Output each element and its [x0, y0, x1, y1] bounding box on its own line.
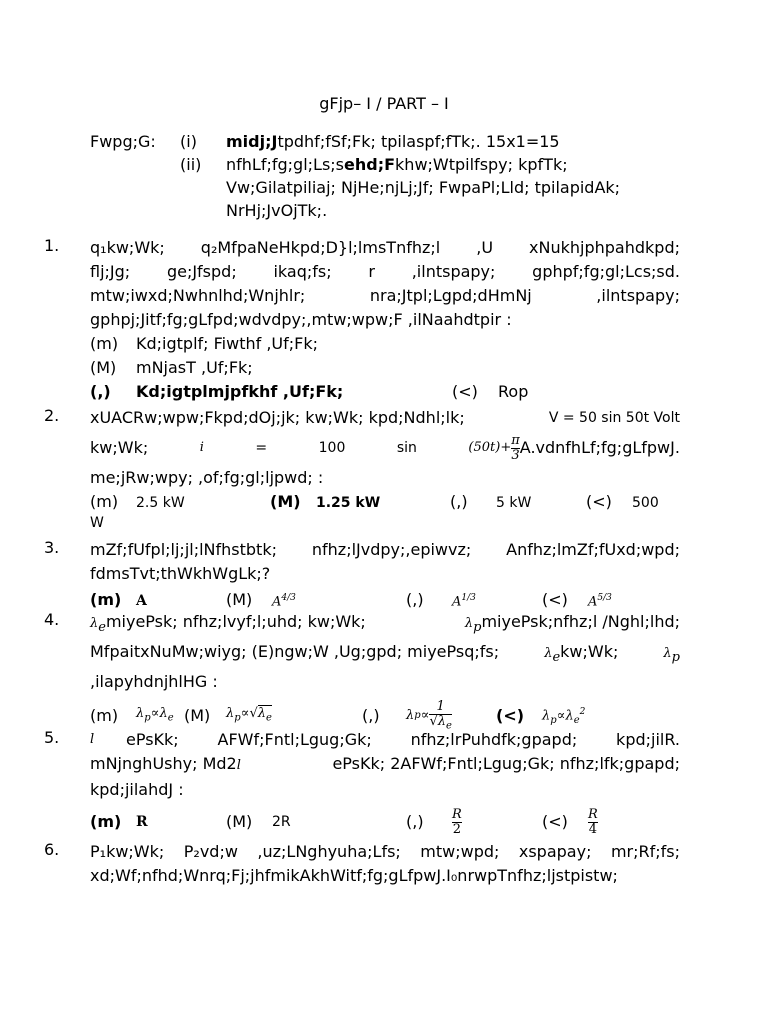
- question-line: xd;Wf;nfhd;Wnrq;Fj;jhfmikAkhWitf;fg;gLfpwJ.I₀nrwpTnfhz;ljstpistw;: [90, 866, 618, 885]
- question-number: 3.: [44, 538, 60, 557]
- option-text: A: [136, 593, 147, 610]
- lambda-symbol: λ: [464, 616, 474, 631]
- option-base: A: [452, 594, 462, 610]
- option-label: (<): [542, 590, 568, 610]
- instruction-ii-bold: ehd;F: [344, 155, 396, 174]
- sine-function: sin: [396, 440, 417, 456]
- question-3: [44, 538, 680, 614]
- option-text: 1.25 kW: [316, 495, 381, 511]
- option-label: (,): [90, 382, 111, 401]
- question-line: P₁kw;Wk; P₂vd;w ,uz;LNghyuha;Lfs; mtw;wpd; xspapay; mr;Rf;fs;: [90, 842, 680, 861]
- lambda-subscript: e: [98, 620, 106, 636]
- option-text: mNjasT ,Uf;Fk;: [136, 358, 253, 377]
- question-text: A.vdnfhLf;fg;gLfpwJ.: [519, 438, 680, 457]
- option-row: [90, 490, 680, 515]
- lambda-symbol: λ: [544, 646, 553, 662]
- question-2: [44, 406, 680, 531]
- current-symbol: i: [199, 440, 204, 455]
- option-exponent: 5/3: [597, 593, 612, 603]
- lambda-subscript: p: [671, 650, 680, 666]
- instruction-ii-line2: Vw;Gilatpiliaj; NjHe;njLj;Jf; FwpaPl;Lld; tpilapidAk;: [226, 178, 621, 197]
- option-label: (<): [586, 492, 612, 511]
- option-label: (,): [406, 590, 424, 610]
- question-text: MfpaitxNuMw;wiyg; (E)ngw;W ,Ug;gpd; miyePsq;fs;: [90, 642, 500, 662]
- question-number: 1.: [44, 236, 60, 255]
- current-amplitude: 100: [318, 440, 346, 456]
- instruction-i-bold: midj;J: [226, 132, 278, 151]
- option-text: λ p ∝ $\frac{1}{√\lambda_e}$: [406, 698, 452, 732]
- option-row: [90, 332, 680, 356]
- question-line: [90, 728, 680, 752]
- question-line: q₁kw;Wk; q₂MfpaNeHkpd;D}l;lmsTnfhz;l ,U xNukhjphpahdkpd;: [90, 238, 680, 257]
- question-1: [44, 236, 680, 404]
- instruction-ii: [226, 153, 680, 176]
- option-label: (<): [496, 706, 525, 726]
- question-line: [90, 406, 680, 430]
- option-exponent: 1/3: [461, 593, 476, 603]
- question-text: [465, 610, 680, 640]
- lambda-symbol: λ: [90, 616, 99, 631]
- voltage-equation: V = 50 sin 50t Volt: [548, 410, 680, 426]
- instruction-num-ii: (ii): [180, 155, 202, 174]
- option-text: $\lambda_p\propto\lambda_e^2$: [542, 706, 586, 726]
- lambda-symbol: λ: [663, 646, 672, 662]
- question-number: 5.: [44, 728, 60, 747]
- fraction-numerator: R: [588, 806, 598, 822]
- option-label: (<): [452, 382, 478, 401]
- question-text: kw;Wk;: [560, 642, 619, 662]
- question-number: 2.: [44, 406, 60, 425]
- question-text: xUACRw;wpw;Fkpd;dOj;jk; kw;Wk; kpd;Ndhl;lk;: [90, 408, 465, 427]
- question-text: [90, 752, 241, 778]
- question-text: ePsKk; 2AFWf;Fntl;Lgug;Gk; nfhz;lfk;gpapd;: [332, 754, 680, 773]
- question-6: [44, 840, 680, 888]
- question-line: fdmsTvt;thWkhWgLk;?: [90, 564, 271, 583]
- option-label: (m): [90, 706, 119, 726]
- question-5: [44, 728, 680, 842]
- option-row: [90, 356, 680, 380]
- option-label: (m): [90, 492, 119, 511]
- question-number: 4.: [44, 610, 60, 629]
- option-row: [90, 380, 680, 404]
- question-text: kw;Wk;: [90, 438, 149, 457]
- question-line: [90, 430, 680, 466]
- instruction-ii-post: khw;Wtpilfspy; kpfTk;: [395, 155, 568, 174]
- option-text: $\lambda_p\propto\lambda_e$: [136, 706, 174, 724]
- page-title: gFjp– I / PART – I: [319, 94, 449, 113]
- option-label: (m): [90, 590, 122, 610]
- phase-fraction: [511, 434, 520, 463]
- question-text: ePsKk; AFWf;Fntl;Lgug;Gk; nfhz;lrPuhdfk;gpapd; kpd;jilR.: [126, 730, 680, 749]
- fraction-numerator: R: [452, 806, 462, 822]
- option-label: (M): [226, 590, 253, 610]
- phase-argument: (50t)+: [468, 440, 512, 455]
- instructions-label: Fwpg;G:: [90, 132, 156, 151]
- option-text: [452, 808, 542, 837]
- option-text: $\lambda_p\propto√\lambda_e$: [226, 706, 272, 724]
- question-line: [90, 640, 680, 670]
- option-exponent: 4/3: [281, 593, 296, 603]
- option-text: Kd;igtplmjpfkhf ,Uf;Fk;: [136, 382, 344, 401]
- option-label: (<): [542, 812, 568, 831]
- fraction-denominator: 3: [511, 447, 520, 463]
- question-line: kpd;jilahdJ :: [90, 780, 184, 799]
- length-symbol: l: [236, 758, 241, 773]
- question-line: gphpj;Jitf;fg;gLfpd;wdvdpy;,mtw;wpw;F ,ilNaahdtpir :: [90, 310, 512, 329]
- fraction-numerator: π: [511, 432, 520, 448]
- option-row: [90, 802, 680, 842]
- option-base: A: [272, 594, 282, 610]
- option-label: (,): [406, 812, 424, 831]
- instructions: [90, 130, 680, 222]
- option-text: 5 kW: [496, 495, 532, 511]
- current-phase: [468, 434, 680, 463]
- option-base: A: [588, 594, 598, 610]
- lambda-subscript: p: [473, 620, 482, 636]
- option-text: R: [136, 814, 148, 830]
- question-line: [90, 752, 680, 778]
- instruction-num-i: (i): [180, 132, 197, 151]
- question-line: mZf;fUfpl;lj;jl;lNfhstbtk; nfhz;lJvdpy;,epiwvz; Anfhz;lmZf;fUxd;wpd;: [90, 540, 680, 559]
- question-text: miyePsk;nfhz;l /Nghl;lhd;: [481, 612, 680, 631]
- question-line: ,ilapyhdnjhlHG :: [90, 672, 218, 692]
- option-label: (,): [450, 492, 468, 511]
- length-symbol: l: [90, 732, 95, 747]
- option-wrap: W: [90, 515, 104, 531]
- question-line: me;jRw;wpy; ,of;fg;gl;ljpwd; :: [90, 468, 324, 487]
- question-text: mNjnghUshy; Md2: [90, 754, 237, 773]
- option-text: 2R: [272, 814, 291, 830]
- question-4: [44, 610, 680, 738]
- equals-sign: =: [255, 440, 268, 456]
- question-line: flj;Jg; ge;Jfspd; ikaq;fs; r ,ilntspapy; gphpf;fg;gl;Lcs;sd.: [90, 262, 680, 281]
- lambda-subscript: e: [552, 650, 561, 666]
- option-text: [588, 808, 598, 837]
- option-label: (m): [90, 812, 122, 831]
- option-label: (M): [226, 812, 253, 831]
- fraction-denominator: 4: [588, 821, 598, 837]
- question-text: [544, 640, 618, 670]
- question-line: [90, 610, 680, 640]
- question-number: 6.: [44, 840, 60, 859]
- option-text: Rop: [498, 382, 529, 401]
- option-label: (m): [90, 334, 119, 353]
- question-text: [663, 640, 680, 670]
- option-text: Kd;igtplf; Fiwthf ,Uf;Fk;: [136, 334, 319, 353]
- fraction-denominator: 2: [452, 821, 462, 837]
- option-label: (M): [270, 492, 301, 511]
- option-label: (M): [90, 358, 117, 377]
- instruction-i-text: tpdhf;fSf;Fk; tpilaspf;fTk;. 15x1=15: [277, 132, 560, 151]
- question-line: mtw;iwxd;Nwhnlhd;Wnjhlr; nra;Jtpl;Lgpd;dHmNj ,ilntspapy;: [90, 286, 680, 305]
- instruction-ii-line3: NrHj;JvOjTk;.: [226, 201, 328, 220]
- option-label: (M): [184, 706, 211, 726]
- question-text: [90, 610, 366, 640]
- option-text: 2.5 kW: [136, 495, 185, 511]
- instruction-i: [226, 130, 680, 153]
- instruction-ii-pre: nfhLf;fg;gl;Ls;s: [226, 155, 344, 174]
- option-text: 500: [632, 495, 659, 511]
- question-text: miyePsk; nfhz;lvyf;l;uhd; kw;Wk;: [105, 612, 366, 631]
- option-label: (,): [362, 706, 380, 726]
